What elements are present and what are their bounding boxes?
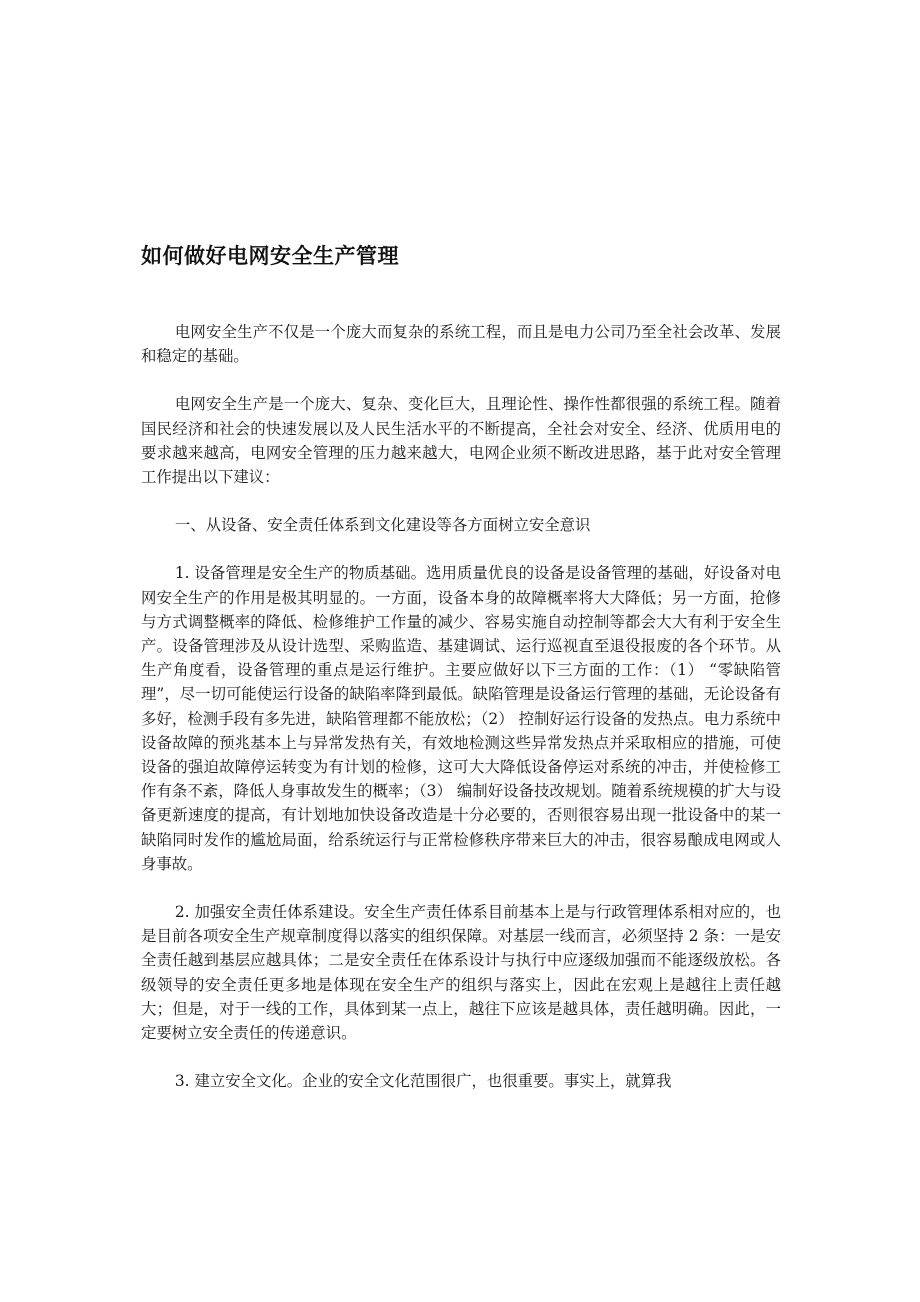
paragraph-overview: 电网安全生产是一个庞大、复杂、变化巨大，且理论性、操作性都很强的系统工程。随着国民经济和社会的快速发展以及人民生活水平的不断提高，全社会对安全、经济、优质用电的要求越来越高，电网安全管理的压力越来越大，电网企业须不断改进思路，基于此对安全管理工作提出以下建议： bbox=[141, 395, 781, 487]
document-title: 如何做好电网安全生产管理 bbox=[141, 244, 399, 268]
document-body bbox=[141, 320, 781, 1117]
paragraph-responsibility-system: 2. 加强安全责任体系建设。安全生产责任体系目前基本上是与行政管理体系相对应的，也是目前各项安全生产规章制度得以落实的组织保障。对基层一线而言，必须坚持 2 条：一是安全责任越到基层应越具体；二是安全责任在体系设计与执行中应逐级加强而不能逐级放松。各级领导的安全责任更多地是体现在安全生产的组织与落实上，因此在宏观上是越往上责任越大；但是，对于一线的工作，具体到某一点上，越往下应该是越具体，责任越明确。因此，一定要树立安全责任的传递意识。 bbox=[141, 903, 781, 1043]
section-heading: 一、从设备、安全责任体系到文化建设等各方面树立安全意识 bbox=[174, 516, 591, 535]
paragraph-intro: 电网安全生产不仅是一个庞大而复杂的系统工程，而且是电力公司乃至全社会改革、发展和稳定的基础。 bbox=[141, 323, 781, 366]
paragraph-equipment-management: 1. 设备管理是安全生产的物质基础。选用质量优良的设备是设备管理的基础，好设备对电网安全生产的作用是极其明显的。一方面，设备本身的故障概率将大大降低；另一方面，抢修与方式调整概率的降低、检修维护工作量的减少、容易实施自动控制等都会大大有利于安全生产。设备管理涉及从设计选型、采购监造、基建调试、运行巡视直至退役报废的各个环节。从生产角度看，设备管理的重点是运行维护。主要应做好以下三方面的工作：（1） “零缺陷管理”，尽一切可能使运行设备的缺陷率降到最低。缺陷管理是设备运行管理的基础，无论设备有多好，检测手段有多先进，缺陷管理都不能放松；（2） 控制好运行设备的发热点。电力系统中设备故障的预兆基本上与异常发热有关，有效地检测这些异常发热点并采取相应的措施，可使设备的强迫故障停运转变为有计划的检修，这可大大降低设备停运对系统的冲击，并使检修工作有条不紊，降低人身事故发生的概率；（3） 编制好设备技改规划。随着系统规模的扩大与设备更新速度的提高，有计划地加快设备改造是十分必要的，否则很容易出现一批设备中的某一缺陷同时发作的尴尬局面，给系统运行与正常检修秩序带来巨大的冲击，很容易酿成电网或人身事故。 bbox=[141, 564, 781, 873]
paragraph-safety-culture: 3. 建立安全文化。企业的安全文化范围很广，也很重要。事实上，就算我 bbox=[174, 1072, 672, 1091]
